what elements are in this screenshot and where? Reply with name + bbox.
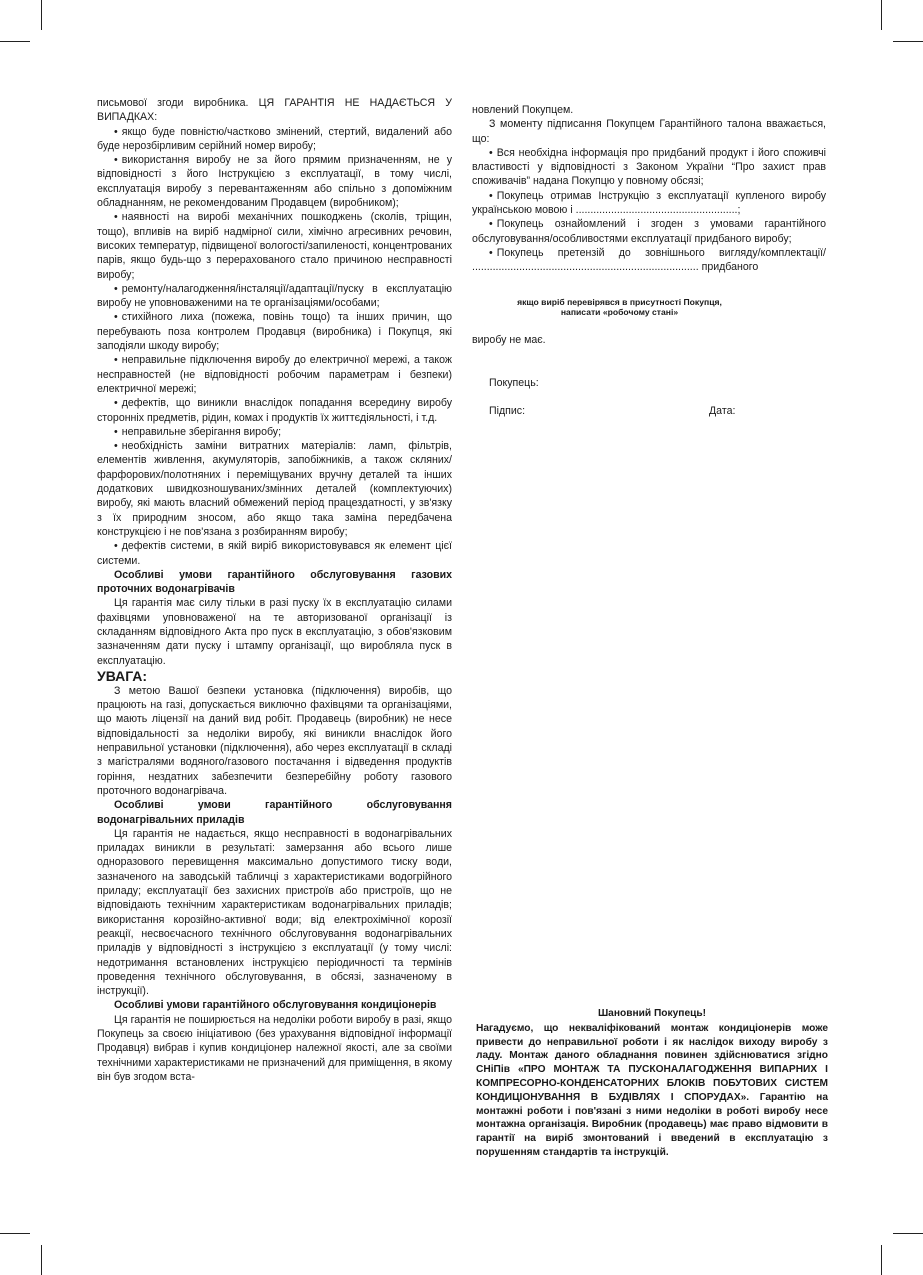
list-item: • Покупець отримав Інструкцію з експлуатації купленого виробу українською мовою і .......................................................; xyxy=(472,189,826,218)
section-heading-water-heaters: Особливі умови гарантійного обслуговування водонагрівальних приладів xyxy=(97,799,452,826)
paragraph: З метою Вашої безпеки установка (підключення) виробів, що працюють на газі, допускається виключно фахівцями та організаціями, що мають ліцензії на даний вид робіт. Продавець (виробник) не несе відповідальності за недоліки виробу, які виникли внаслідок його неправильної установки (підключення), або через експлуатації в складі з магістралями водяного/газового постачання і відведення продуктів горіння, нездатних забезпечити безперебійну роботу газового проточного водонагрівача. xyxy=(97,684,452,797)
crop-mark xyxy=(893,41,923,42)
paragraph: Ця гарантія не поширюється на недоліки роботи виробу в разі, якщо Покупець за своєю ініціативою (без урахування відповідної інформації Продавця) вибрав і купив кондиціонер належної якості, але за своїми технічними характеристиками не призначений для приміщення, в якому він був згодом вста- xyxy=(97,1013,452,1083)
buyer-label: Покупець: xyxy=(489,377,539,389)
right-column xyxy=(472,103,826,275)
list-item: • якщо буде повністю/частково змінений, стертий, видалений або буде нерозбірливим серійний номер виробу; xyxy=(97,125,452,154)
crop-mark xyxy=(41,1245,42,1275)
crop-mark xyxy=(0,41,30,42)
left-column xyxy=(97,96,452,1084)
crop-mark xyxy=(893,1233,923,1234)
inspection-note: якщо виріб перевірявся в присутності Покупця, написати «робочому стані» xyxy=(517,297,722,317)
list-item: • Покупець ознайомлений і згоден з умовами гарантійного обслуговування/особливостями експлуатації придбаного виробу; xyxy=(472,217,826,246)
notice-title: Шановний Покупець! xyxy=(597,1008,707,1019)
paragraph: новлений Покупцем. xyxy=(472,104,574,116)
list-item: • Покупець претензій до зовнішнього вигляду/комплектації/ ............................................................................. придбаного xyxy=(472,246,826,275)
list-item: • неправильне підключення виробу до електричної мережі, а також несправностей (не відповідності робочим параметрам і безпеки) електричної мережі; xyxy=(97,353,452,396)
no-claims-text: виробу не має. xyxy=(472,334,546,346)
list-item: • наявності на виробі механічних пошкоджень (сколів, тріщин, тощо), впливів на виріб надмірної сили, хімічно агресивних речовин, високих температур, підвищеної вологості/запиленості, концентрованих парів, якщо будь-що з перерахованого стало причиною несправності виробу; xyxy=(97,210,452,281)
list-item: • дефектів системи, в якій виріб використовувався як елемент цієї системи. xyxy=(97,539,452,568)
date-label: Дата: xyxy=(709,405,736,417)
list-item: • ремонту/налагодження/інсталяції/адаптації/пуску в експлуатацію виробу не уповноваженими на те організаціями/особами; xyxy=(97,282,452,311)
notice-text: Нагадуємо, що некваліфікований монтаж кондиціонерів може привести до неправильної роботи і як наслідок виходу виробу з ладу. Монтаж даного обладнання повинен здійснюватися згідно СНіПів «ПРО МОНТАЖ ТА ПУСКОНАЛАГОДЖЕННЯ ВИПАРНИХ І КОМПРЕСОРНО-КОНДЕНСАТОРНИХ БЛОКІВ ПОБУТОВИХ СИСТЕМ КОНДИЦІОНУВАННЯ В БУДІВЛЯХ І СПОРУДАХ». Гарантію на монтажні роботи і пов'язані з ними недоліки в роботі виробу несе монтажна організація. Виробник (продавець) має право відмовити в гарантії на виріб змонтований і введений в експлуатацію з порушенням стандартів та інструкцій. xyxy=(476,1022,828,1158)
list-item: • необхідність заміни витратних матеріалів: ламп, фільтрів, елементів живлення, акумуляторів, запобіжників, а також скляних/фарфорових/полотняних і переміщуваних вручну деталей та інших додаткових швидкозношуваних/змінних деталей (комплектуючих) виробу, які мають власний обмежений період працездатності, у зв'язку з їх природним зносом, або якщо така заміна передбачена конструкцією і не пов'язана з розбиранням виробу; xyxy=(97,439,452,539)
crop-mark xyxy=(881,0,882,30)
installation-notice xyxy=(476,1007,828,1160)
list-item: • стихійного лиха (пожежа, повінь тощо) та інших причин, що перебувають поза контролем Продавця (виробника) і Покупця, які заподіяли шкоду виробу; xyxy=(97,310,452,353)
signature-label: Підпис: xyxy=(489,405,526,417)
paragraph: З моменту підписання Покупцем Гарантійного талона вважається, що: xyxy=(472,118,826,145)
section-heading-gas: Особливі умови гарантійного обслуговування газових проточних водонагрівачів xyxy=(97,568,452,596)
paragraph: Ця гарантія не надається, якщо несправності в водонагрівальних приладах виникли в результаті: замерзання або всього лише одноразового перевищення максимально допустимого тиску води, зазначеного на заводській табличці з характеристиками водогрійного приладу; експлуатації без захисних пристроїв або пристроїв, що не відповідають технічним характеристикам водонагрівальних приладів; використання корозійно-активної води; від електрохімічної корозії реакції, несвоєчасного технічного обслуговування водонагрівальних приладів у відповідності з інструкцією з експлуатації (у тому числі: недотримання встановлених інструкцією періодичності та термінів проведення технічного обслуговування, в обсязі, зазначеному в інструкції). xyxy=(97,827,452,998)
crop-mark xyxy=(41,0,42,30)
paragraph: письмової згоди виробника. ЦЯ ГАРАНТІЯ НЕ НАДАЄТЬСЯ У ВИПАДКАХ: xyxy=(97,97,452,124)
list-item: • використання виробу не за його прямим призначенням, не у відповідності з його Інструкцією з експлуатації, в тому числі, експлуатація виробу з перевантаженням або спільно з допоміжним обладнанням, не рекомендованим Продавцем (виробником); xyxy=(97,153,452,210)
list-item: • дефектів, що виникли внаслідок попадання всередину виробу сторонніх предметів, рідин, комах і продуктів їх життєдіяльності, і т.д. xyxy=(97,396,452,425)
list-item: • Вся необхідна інформація про придбаний продукт і його споживчі властивості у відповідності з Законом України “Про захист прав споживачів” надана Покупцю у повному обсязі; xyxy=(472,146,826,189)
crop-mark xyxy=(0,1233,30,1234)
section-heading-air-conditioners: Особливі умови гарантійного обслуговування кондиціонерів xyxy=(114,999,437,1012)
list-item: • неправильне зберігання виробу; xyxy=(97,425,452,439)
crop-mark xyxy=(881,1245,882,1275)
warning-heading: УВАГА: xyxy=(97,667,148,684)
paragraph: Ця гарантія має силу тільки в разі пуску їх в експлуатацію силами фахівцями уповноваженої на те авторизованої організації із складанням відповідного Акта про пуск в експлуатацію, з обов'язковим зазначенням дати пуску і штампу організації, що виробляла пуск в експлуатацію. xyxy=(97,597,452,667)
